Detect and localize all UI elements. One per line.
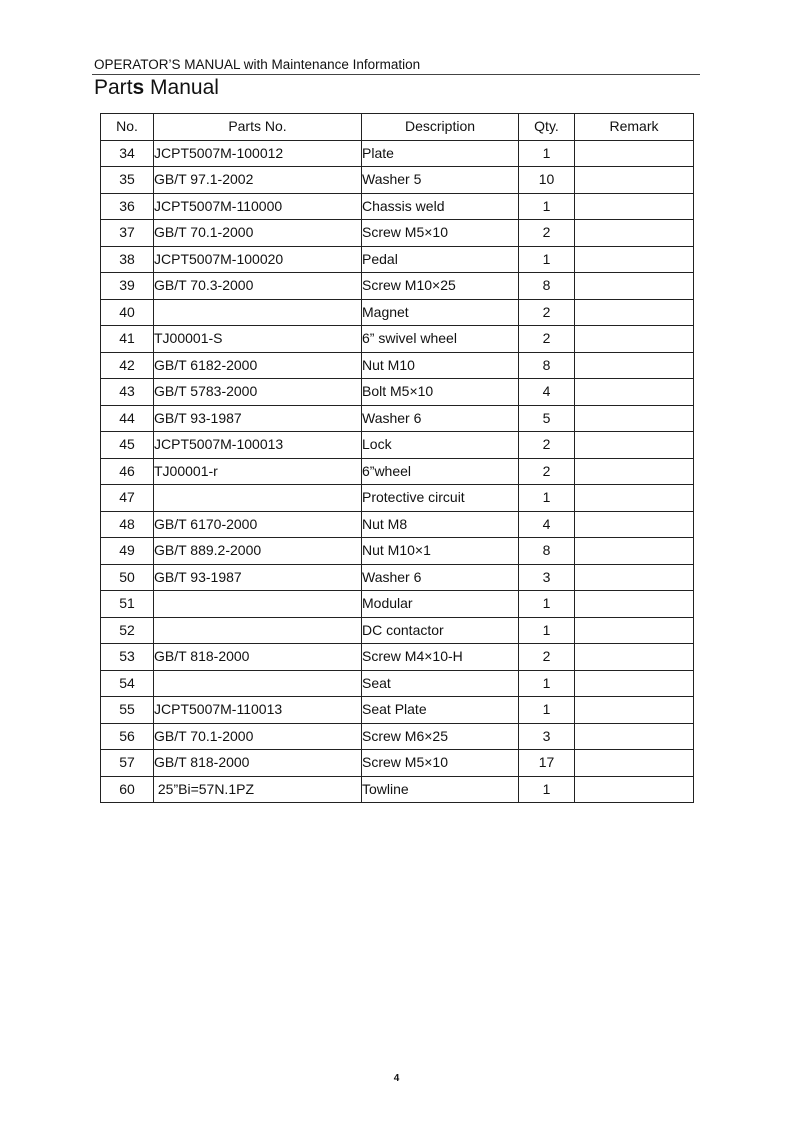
section-title-part2: t — [126, 76, 133, 99]
cell-description: Chassis weld — [362, 193, 519, 220]
table-header-row — [101, 114, 694, 141]
cell-description: Pedal — [362, 246, 519, 273]
cell-no: 43 — [101, 379, 154, 406]
cell-description: Washer 6 — [362, 405, 519, 432]
column-header-remark: Remark — [575, 114, 694, 141]
table-row — [101, 193, 694, 220]
table-row — [101, 697, 694, 724]
cell-description: Modular — [362, 591, 519, 618]
cell-qty: 2 — [519, 432, 575, 459]
cell-no: 52 — [101, 617, 154, 644]
cell-description: Screw M10×25 — [362, 273, 519, 300]
cell-no: 40 — [101, 299, 154, 326]
page-number: 4 — [393, 1073, 400, 1084]
table-row — [101, 723, 694, 750]
cell-parts-no: JCPT5007M-110013 — [154, 697, 362, 724]
cell-qty: 1 — [519, 140, 575, 167]
cell-remark — [575, 591, 694, 618]
cell-parts-no: GB/T 93-1987 — [154, 405, 362, 432]
cell-description: Screw M5×10 — [362, 750, 519, 777]
table-row — [101, 670, 694, 697]
cell-remark — [575, 220, 694, 247]
cell-parts-no: GB/T 70.3-2000 — [154, 273, 362, 300]
cell-description: Screw M4×10-H — [362, 644, 519, 671]
cell-qty: 2 — [519, 326, 575, 353]
cell-description: Seat — [362, 670, 519, 697]
cell-remark — [575, 326, 694, 353]
cell-parts-no: JCPT5007M-100012 — [154, 140, 362, 167]
cell-description: Washer 6 — [362, 564, 519, 591]
cell-description: Nut M10×1 — [362, 538, 519, 565]
cell-parts-no: GB/T 818-2000 — [154, 750, 362, 777]
parts-table-body — [101, 140, 694, 803]
cell-qty: 2 — [519, 220, 575, 247]
table-row — [101, 458, 694, 485]
cell-description: 6”wheel — [362, 458, 519, 485]
running-header: OPERATOR’S MANUAL with Maintenance Information — [94, 57, 421, 72]
cell-remark — [575, 193, 694, 220]
cell-parts-no: TJ00001-r — [154, 458, 362, 485]
cell-remark — [575, 246, 694, 273]
cell-parts-no — [154, 299, 362, 326]
column-header-parts-no: Parts No. — [154, 114, 362, 141]
cell-remark — [575, 273, 694, 300]
cell-no: 46 — [101, 458, 154, 485]
cell-remark — [575, 723, 694, 750]
cell-parts-no: GB/T 6170-2000 — [154, 511, 362, 538]
cell-no: 38 — [101, 246, 154, 273]
cell-remark — [575, 564, 694, 591]
cell-parts-no: GB/T 93-1987 — [154, 564, 362, 591]
cell-remark — [575, 432, 694, 459]
cell-description: Screw M5×10 — [362, 220, 519, 247]
cell-no: 60 — [101, 776, 154, 803]
cell-no: 56 — [101, 723, 154, 750]
cell-description: Plate — [362, 140, 519, 167]
cell-parts-no — [154, 617, 362, 644]
cell-qty: 1 — [519, 485, 575, 512]
cell-qty: 1 — [519, 617, 575, 644]
cell-remark — [575, 379, 694, 406]
cell-parts-no: GB/T 5783-2000 — [154, 379, 362, 406]
cell-qty: 4 — [519, 511, 575, 538]
cell-remark — [575, 167, 694, 194]
cell-description: Magnet — [362, 299, 519, 326]
cell-remark — [575, 538, 694, 565]
cell-description: DC contactor — [362, 617, 519, 644]
cell-qty: 1 — [519, 246, 575, 273]
column-header-qty: Qty. — [519, 114, 575, 141]
table-row — [101, 538, 694, 565]
section-title — [94, 76, 219, 100]
section-title-part1: Par — [94, 76, 127, 99]
cell-qty: 2 — [519, 644, 575, 671]
table-row — [101, 273, 694, 300]
cell-remark — [575, 697, 694, 724]
table-row — [101, 326, 694, 353]
cell-remark — [575, 617, 694, 644]
cell-description: Nut M8 — [362, 511, 519, 538]
table-row — [101, 776, 694, 803]
table-row — [101, 511, 694, 538]
column-header-description: Description — [362, 114, 519, 141]
cell-description: Seat Plate — [362, 697, 519, 724]
cell-qty: 1 — [519, 776, 575, 803]
table-row — [101, 644, 694, 671]
cell-remark — [575, 485, 694, 512]
cell-description: Towline — [362, 776, 519, 803]
cell-qty: 1 — [519, 697, 575, 724]
cell-no: 39 — [101, 273, 154, 300]
column-header-no: No. — [101, 114, 154, 141]
table-row — [101, 246, 694, 273]
cell-parts-no: GB/T 97.1-2002 — [154, 167, 362, 194]
cell-no: 34 — [101, 140, 154, 167]
cell-parts-no: 25”Bi=57N.1PZ — [154, 776, 362, 803]
cell-description: Bolt M5×10 — [362, 379, 519, 406]
cell-no: 47 — [101, 485, 154, 512]
cell-no: 55 — [101, 697, 154, 724]
cell-qty: 2 — [519, 458, 575, 485]
cell-qty: 1 — [519, 670, 575, 697]
cell-remark — [575, 352, 694, 379]
cell-parts-no: GB/T 70.1-2000 — [154, 220, 362, 247]
cell-no: 51 — [101, 591, 154, 618]
cell-parts-no: JCPT5007M-100013 — [154, 432, 362, 459]
cell-description: 6” swivel wheel — [362, 326, 519, 353]
cell-no: 48 — [101, 511, 154, 538]
header-divider — [92, 74, 700, 75]
section-title-part4: Manual — [144, 76, 219, 99]
cell-remark — [575, 140, 694, 167]
cell-no: 50 — [101, 564, 154, 591]
cell-no: 53 — [101, 644, 154, 671]
table-row — [101, 485, 694, 512]
cell-remark — [575, 776, 694, 803]
cell-no: 45 — [101, 432, 154, 459]
cell-no: 41 — [101, 326, 154, 353]
cell-no: 35 — [101, 167, 154, 194]
cell-qty: 3 — [519, 564, 575, 591]
cell-description: Screw M6×25 — [362, 723, 519, 750]
cell-qty: 5 — [519, 405, 575, 432]
cell-description: Lock — [362, 432, 519, 459]
cell-no: 49 — [101, 538, 154, 565]
table-row — [101, 750, 694, 777]
cell-no: 37 — [101, 220, 154, 247]
cell-description: Washer 5 — [362, 167, 519, 194]
cell-remark — [575, 511, 694, 538]
table-row — [101, 405, 694, 432]
cell-remark — [575, 405, 694, 432]
cell-parts-no: GB/T 6182-2000 — [154, 352, 362, 379]
cell-qty: 8 — [519, 352, 575, 379]
cell-qty: 3 — [519, 723, 575, 750]
cell-remark — [575, 644, 694, 671]
cell-qty: 8 — [519, 273, 575, 300]
cell-no: 54 — [101, 670, 154, 697]
table-row — [101, 617, 694, 644]
table-row — [101, 140, 694, 167]
cell-qty: 10 — [519, 167, 575, 194]
cell-parts-no: GB/T 889.2-2000 — [154, 538, 362, 565]
cell-parts-no: JCPT5007M-110000 — [154, 193, 362, 220]
cell-no: 36 — [101, 193, 154, 220]
table-row — [101, 432, 694, 459]
table-row — [101, 167, 694, 194]
cell-parts-no: GB/T 70.1-2000 — [154, 723, 362, 750]
cell-qty: 1 — [519, 591, 575, 618]
section-title-part3: s — [132, 76, 145, 99]
cell-no: 57 — [101, 750, 154, 777]
cell-parts-no — [154, 485, 362, 512]
cell-no: 42 — [101, 352, 154, 379]
cell-qty: 17 — [519, 750, 575, 777]
parts-table — [100, 113, 694, 803]
table-row — [101, 352, 694, 379]
cell-remark — [575, 458, 694, 485]
table-row — [101, 564, 694, 591]
table-row — [101, 220, 694, 247]
cell-description: Protective circuit — [362, 485, 519, 512]
cell-parts-no — [154, 670, 362, 697]
cell-description: Nut M10 — [362, 352, 519, 379]
cell-qty: 1 — [519, 193, 575, 220]
cell-qty: 2 — [519, 299, 575, 326]
cell-no: 44 — [101, 405, 154, 432]
cell-parts-no — [154, 591, 362, 618]
table-row — [101, 379, 694, 406]
table-row — [101, 299, 694, 326]
cell-qty: 8 — [519, 538, 575, 565]
cell-parts-no: GB/T 818-2000 — [154, 644, 362, 671]
cell-remark — [575, 670, 694, 697]
cell-parts-no: JCPT5007M-100020 — [154, 246, 362, 273]
cell-remark — [575, 299, 694, 326]
cell-remark — [575, 750, 694, 777]
table-row — [101, 591, 694, 618]
cell-parts-no: TJ00001-S — [154, 326, 362, 353]
cell-qty: 4 — [519, 379, 575, 406]
